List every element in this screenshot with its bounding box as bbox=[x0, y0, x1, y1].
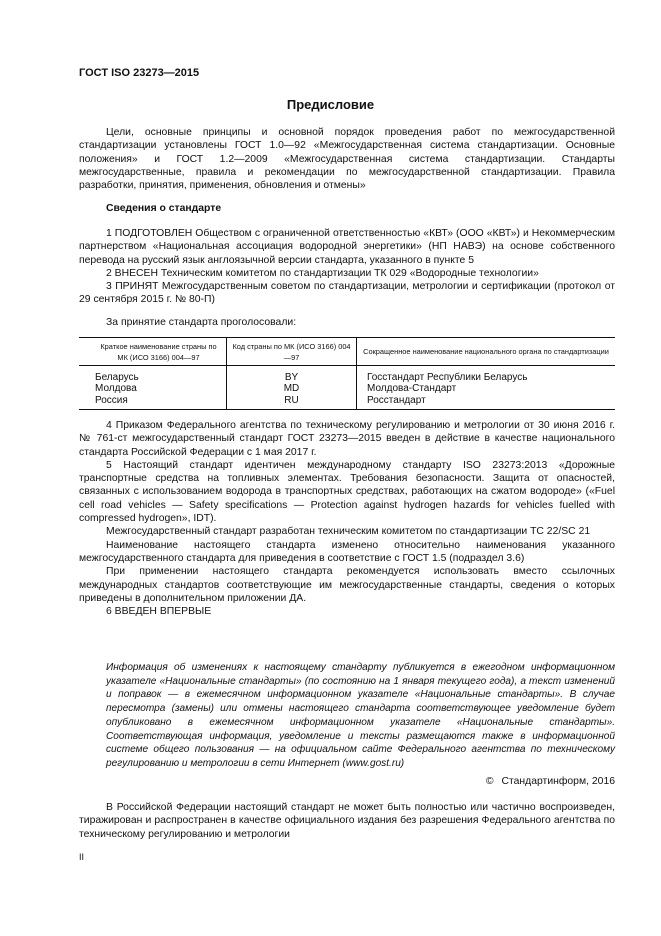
cell-country: Беларусь bbox=[95, 372, 139, 383]
vote-intro-text: За принятие стандарта проголосовали: bbox=[106, 317, 297, 328]
column-header-body: Сокращенное наименование национального органа по стандартизации bbox=[357, 338, 616, 366]
table-row bbox=[79, 383, 615, 394]
page-title: Предисловие bbox=[286, 97, 375, 112]
item-5-name-change: Наименование настоящего стандарта изменено относительно наименования указанного межгосударственного стандарта для приведения в соответствие с ГОСТ 1.5 (подраздел 3.6) bbox=[79, 539, 615, 564]
column-header-country: Краткое наименование страны по МК (ИСО 3166) 004—97 bbox=[79, 338, 227, 366]
rights-notice bbox=[79, 801, 615, 841]
item-5: 5 Настоящий стандарт идентичен международному стандарту ISO 23273:2013 «Дорожные транспортные средства на топливных элементах. Требования безопасности. Защита от опасностей, связанных с использованием водорода в транспортных средствах, работающих на сжатом водороде» («Fuel cell road vehicles — Safety specifications — Protection against hydrogen hazards for vehicles fuelled with compressed hydrogen», IDT). bbox=[79, 459, 615, 525]
standard-info-block bbox=[79, 227, 615, 307]
item-2: 2 ВНЕСЕН Техническим комитетом по стандартизации ТК 029 «Водородные технологии» bbox=[106, 267, 539, 279]
table-row bbox=[79, 395, 615, 410]
section-heading: Сведения о стандарте bbox=[106, 203, 222, 214]
item-5-references: При применении настоящего стандарта рекомендуется использовать вместо ссылочных международных стандартов соответствующие им межгосударственные стандарты, сведения о которых приведены в дополнительном приложении ДА. bbox=[79, 566, 615, 604]
cell-code: MD bbox=[227, 383, 357, 394]
changes-info-text: Информация об изменениях к настоящему стандарту публикуется в ежегодном информационном указателе «Национальные стандарты» (по состоянию на 1 января текущего года), а текст изменений и поправок — в ежемесячном информационном указателе «Национальные стандарты». В случае пересмотра (замены) или отмены настоящего стандарта соответствующее уведомление будет опубликовано в ежемесячном информационном указателе «Национальные стандарты». Соответствующая информация, уведомление и тексты размещаются также в информационной системе общего пользования — на официальном сайте Федерального агентства по техническому регулированию и метрологии в сети Интернет (www.gost.ru) bbox=[106, 662, 615, 769]
intro-text: Цели, основные принципы и основной порядок проведения работ по межгосударственной стандартизации установлены ГОСТ 1.0—92 «Межгосударственная система стандартизации. Основные положения» и ГОСТ 1.2—2009 «Межгосударственная система стандартизации. Стандарты межгосударственные, правила и рекомендации по межгосударственной стандартизации. Правила разработки, принятия, применения, обновления и отмены» bbox=[79, 127, 615, 192]
cell-code: RU bbox=[227, 395, 357, 410]
rights-notice-text: В Российской Федерации настоящий стандарт не может быть полностью или частично воспроизведен, тиражирован и распространен в качестве официального издания без разрешения Федерального агентства по техническому регулированию и метрологии bbox=[79, 802, 615, 840]
item-3: 3 ПРИНЯТ Межгосударственным советом по стандартизации, метрологии и сертификации (протокол от 29 сентября 2015 г. № 80-П) bbox=[79, 281, 615, 306]
table-row bbox=[79, 366, 615, 384]
cell-country: Россия bbox=[79, 395, 227, 410]
item-5-committee: Межгосударственный стандарт разработан техническим комитетом по стандартизации TC 22/SC 21 bbox=[106, 526, 591, 538]
item-4: 4 Приказом Федерального агентства по техническому регулированию и метрологии от 30 июня 2016 г. № 761-ст межгосударственный стандарт ГОСТ 23273—2015 введен в действие в качестве национального стандарта Российской Федерации с 1 мая 2017 г. bbox=[79, 420, 615, 458]
changes-info bbox=[106, 661, 615, 771]
page-number: II bbox=[79, 852, 85, 862]
copyright bbox=[486, 776, 615, 787]
vote-intro bbox=[79, 316, 615, 329]
item-1: 1 ПОДГОТОВЛЕН Обществом с ограниченной ответственностью «КВТ» (ООО «КВТ») и Некоммерческим партнерством «Национальная ассоциация водородной энергетики» (НП НАВЭ) на основе собственного перевода на русский язык англоязычной версии стандарта, указанного в пункте 5 bbox=[79, 228, 615, 266]
cell-country: Молдова bbox=[95, 383, 137, 395]
cell-body: Госстандарт Республики Беларусь bbox=[357, 366, 616, 384]
item-6: 6 ВВЕДЕН ВПЕРВЫЕ bbox=[106, 606, 212, 618]
intro-paragraph bbox=[79, 126, 615, 192]
cell-body: Молдова-Стандарт bbox=[357, 383, 616, 394]
standard-info-block-2 bbox=[79, 419, 615, 618]
cell-code: BY bbox=[227, 366, 357, 384]
copyright-icon: © bbox=[485, 776, 494, 787]
vote-table bbox=[79, 337, 615, 410]
copyright-text: Стандартинформ, 2016 bbox=[501, 776, 615, 787]
cell-body: Росстандарт bbox=[357, 395, 616, 410]
document-header: ГОСТ ISO 23273—2015 bbox=[79, 67, 200, 79]
column-header-code: Код страны по МК (ИСО 3166) 004—97 bbox=[227, 338, 357, 366]
table-header-row bbox=[79, 338, 615, 366]
